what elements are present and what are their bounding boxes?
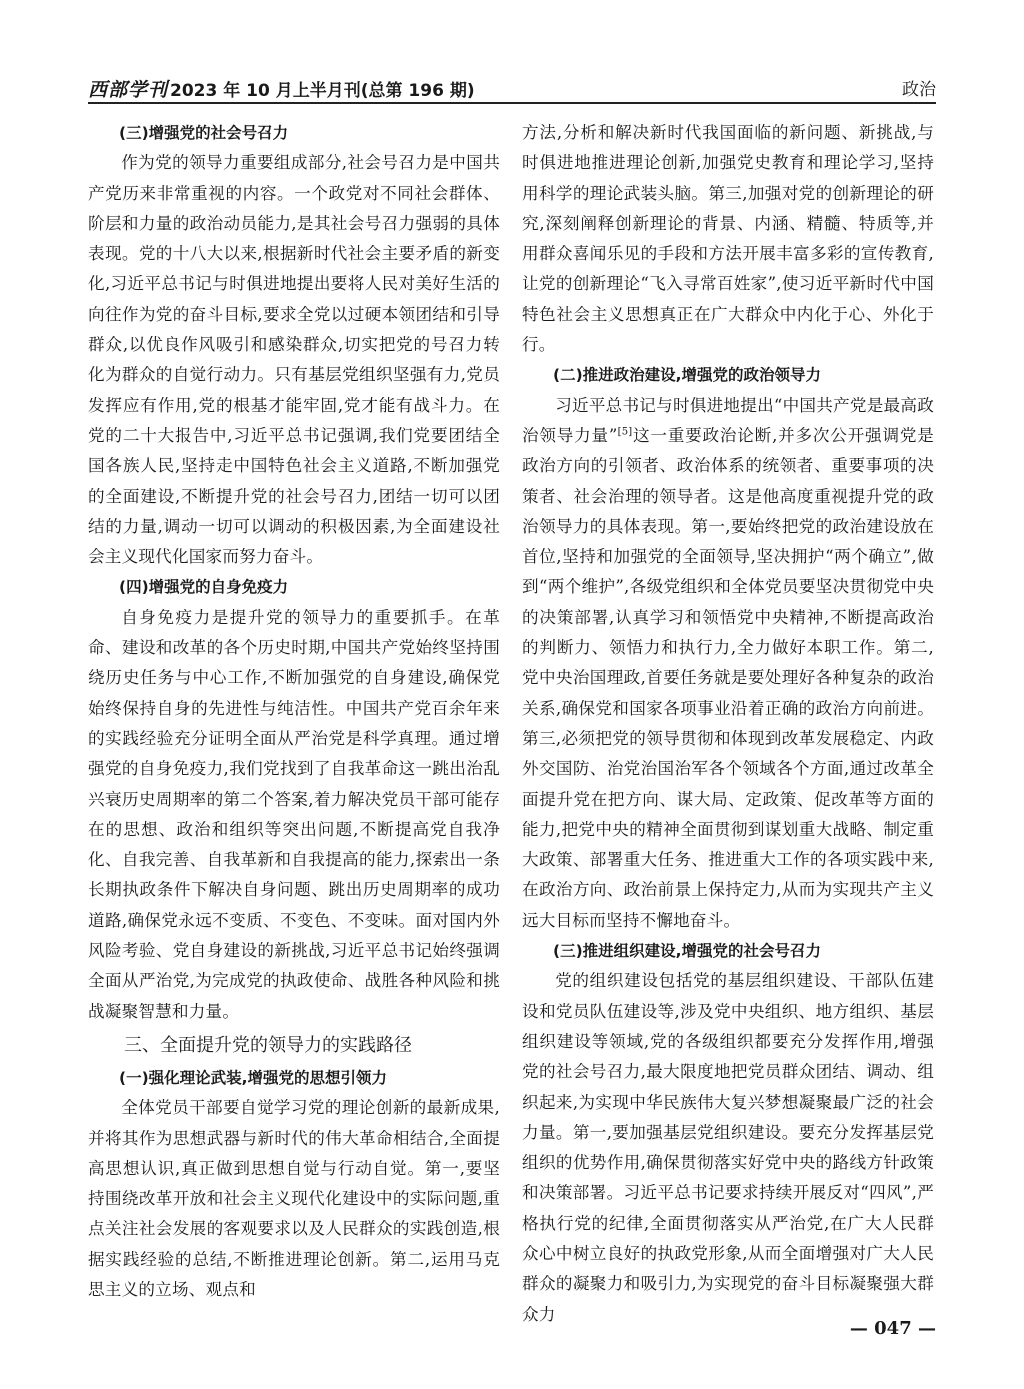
paragraph-text: 这一重要政治论断,并多次公开强调党是政治方向的引领者、政治体系的统领者、重要事项的决策者、社会治理的领导者。这是他高度重视提升党的政治领导力的具体表现。第一,要始终把党的政治建设放在首位,坚持和加强党的全面领导,坚决拥护“两个确立”,做到“两个维护”,各级党组织和全体党员要坚决贯彻党中央的决策部署,认真学习和领悟党中央精神,不断提高政治的判断力、领悟力和执行力,全力做好本职工作。第二,党中央治国理政,首要任务就是要处理好各种复杂的政治关系,确保党和国家各项事业沿着正确的政治方向前进。第三,必须把党的领导贯彻和体现到改革发展稳定、内政外交国防、治党治国治军各个领域各个方面,通过改革全面提升党在把方向、谋大局、定政策、促改革等方面的能力,把党中央的精神全面贯彻到谋划重大战略、制定重大政策、部署重大任务、推进重大工作的各项实践中来,在政治方向、政治前景上保持定力,从而为实现共产主义远大目标而坚持不懈地奋斗。 [522, 425, 935, 930]
section-label: 政治 [902, 80, 936, 100]
paragraph: 作为党的领导力重要组成部分,社会号召力是中国共产党历来非常重视的内容。一个政党对不同社会群体、阶层和力量的政治动员能力,是其社会号召力强弱的具体表现。党的十八大以来,根据新时代社会主要矛盾的新变化,习近平总书记与时俱进地提出要将人民对美好生活的向往作为党的奋斗目标,要求全党以过硬本领团结和引导群众,以优良作风吸引和感染群众,切实把党的号召力转化为群众的自觉行动力。只有基层党组织坚强有力,党员发挥应有作用,党的根基才能牢固,党才能有战斗力。在党的二十大报告中,习近平总书记强调,我们党要团结全国各族人民,坚持走中国特色社会主义道路,不断加强党的全面建设,不断提升党的社会号召力,团结一切可以团结的力量,调动一切可以调动的积极因素,为全面建设社会主义现代化国家而努力奋斗。 [88, 153, 500, 567]
running-header [88, 72, 936, 104]
paragraph: 自身免疫力是提升党的领导力的重要抓手。在革命、建设和改革的各个历史时期,中国共产党始终坚持围绕历史任务与中心工作,不断加强党的自身建设,确保党始终保持自身的先进性与纯洁性。中国共产党百余年来的实践经验充分证明全面从严治党是科学真理。通过增强党的自身免疫力,我们党找到了自我革命这一跳出治乱兴衰历史周期率的第二个答案,着力解决党员干部可能存在的思想、政治和组织等突出问题,不断提高党自我净化、自我完善、自我革新和自我提高的能力,探索出一条长期执政条件下解决自身问题、跳出历史周期率的成功道路,确保党永远不变质、不变色、不变味。面对国内外风险考验、党自身建设的新挑战,习近平总书记始终强调全面从严治党,为完成党的执政使命、战胜各种风险和挑战凝聚智慧和力量。 [88, 607, 500, 1021]
subsection-title: (四)增强党的自身免疫力 [119, 578, 289, 597]
page-number: — 047 — [849, 1318, 936, 1339]
paragraph: 党的组织建设包括党的基层组织建设、干部队伍建设和党员队伍建设等,涉及党中央组织、地方组织、基层组织建设等领域,党的各级组织都要充分发挥作用,增强党的社会号召力,最大限度地把党员群众团结、调动、组织起来,为实现中华民族伟大复兴梦想凝聚最广泛的社会力量。第一,要加强基层党组织建设。要充分发挥基层党组织的优势作用,确保贯彻落实好党中央的路线方针政策和决策部署。习近平总书记要求持续开展反对“四风”,严格执行党的纪律,全面贯彻落实从严治党,在广大人民群众心中树立良好的执政党形象,从而全面增强对广大人民群众的凝聚力和吸引力,为实现党的奋斗目标凝聚强大群众力 [522, 971, 934, 1324]
paragraph-continued: 方法,分析和解决新时代我国面临的新问题、新挑战,与时俱进地推进理论创新,加强党史教育和理论学习,坚持用科学的理论武装头脑。第三,加强对党的创新理论的研究,深刻阐释创新理论的背景、内涵、精髓、特质等,并用群众喜闻乐见的手段和方法开展丰富多彩的宣传教育,让党的创新理论“飞入寻常百姓家”,使习近平新时代中国特色社会主义思想真正在广大群众中内化于心、外化于行。 [522, 123, 934, 355]
subsection-title: (二)推进政治建设,增强党的政治领导力 [553, 366, 822, 385]
subsection-title: (一)强化理论武装,增强党的思想引领力 [119, 1068, 388, 1087]
subsection-title: (三)增强党的社会号召力 [119, 124, 289, 142]
paragraph: 全体党员干部要自觉学习党的理论创新的最新成果,并将其作为思想武器与新时代的伟大革命相结合,全面提高思想认识,真正做到思想自觉与行动自觉。第一,要坚持围绕改革开放和社会主义现代化建设中的实际问题,重点关注社会发展的客观要求以及人民群众的实践创造,根据实践经验的总结,不断推进理论创新。第二,运用马克思主义的立场、观点和 [88, 1098, 500, 1299]
journal-logo: 西部学刊 [88, 79, 169, 101]
paragraph [522, 391, 934, 936]
subsection-title: (三)推进组织建设,增强党的社会号召力 [553, 942, 822, 961]
right-column [522, 118, 934, 1330]
section-heading: 三、全面提升党的领导力的实践路径 [124, 1034, 412, 1056]
citation-ref: [5] [617, 426, 633, 438]
masthead [88, 75, 475, 102]
paragraph-text: 习近平总书记与时俱进地提出“中国共产党是最高政治领导力量” [522, 395, 934, 445]
issue-info: 2023 年 10 月上半月刊(总第 196 期) [170, 81, 475, 101]
left-column [88, 118, 500, 1305]
